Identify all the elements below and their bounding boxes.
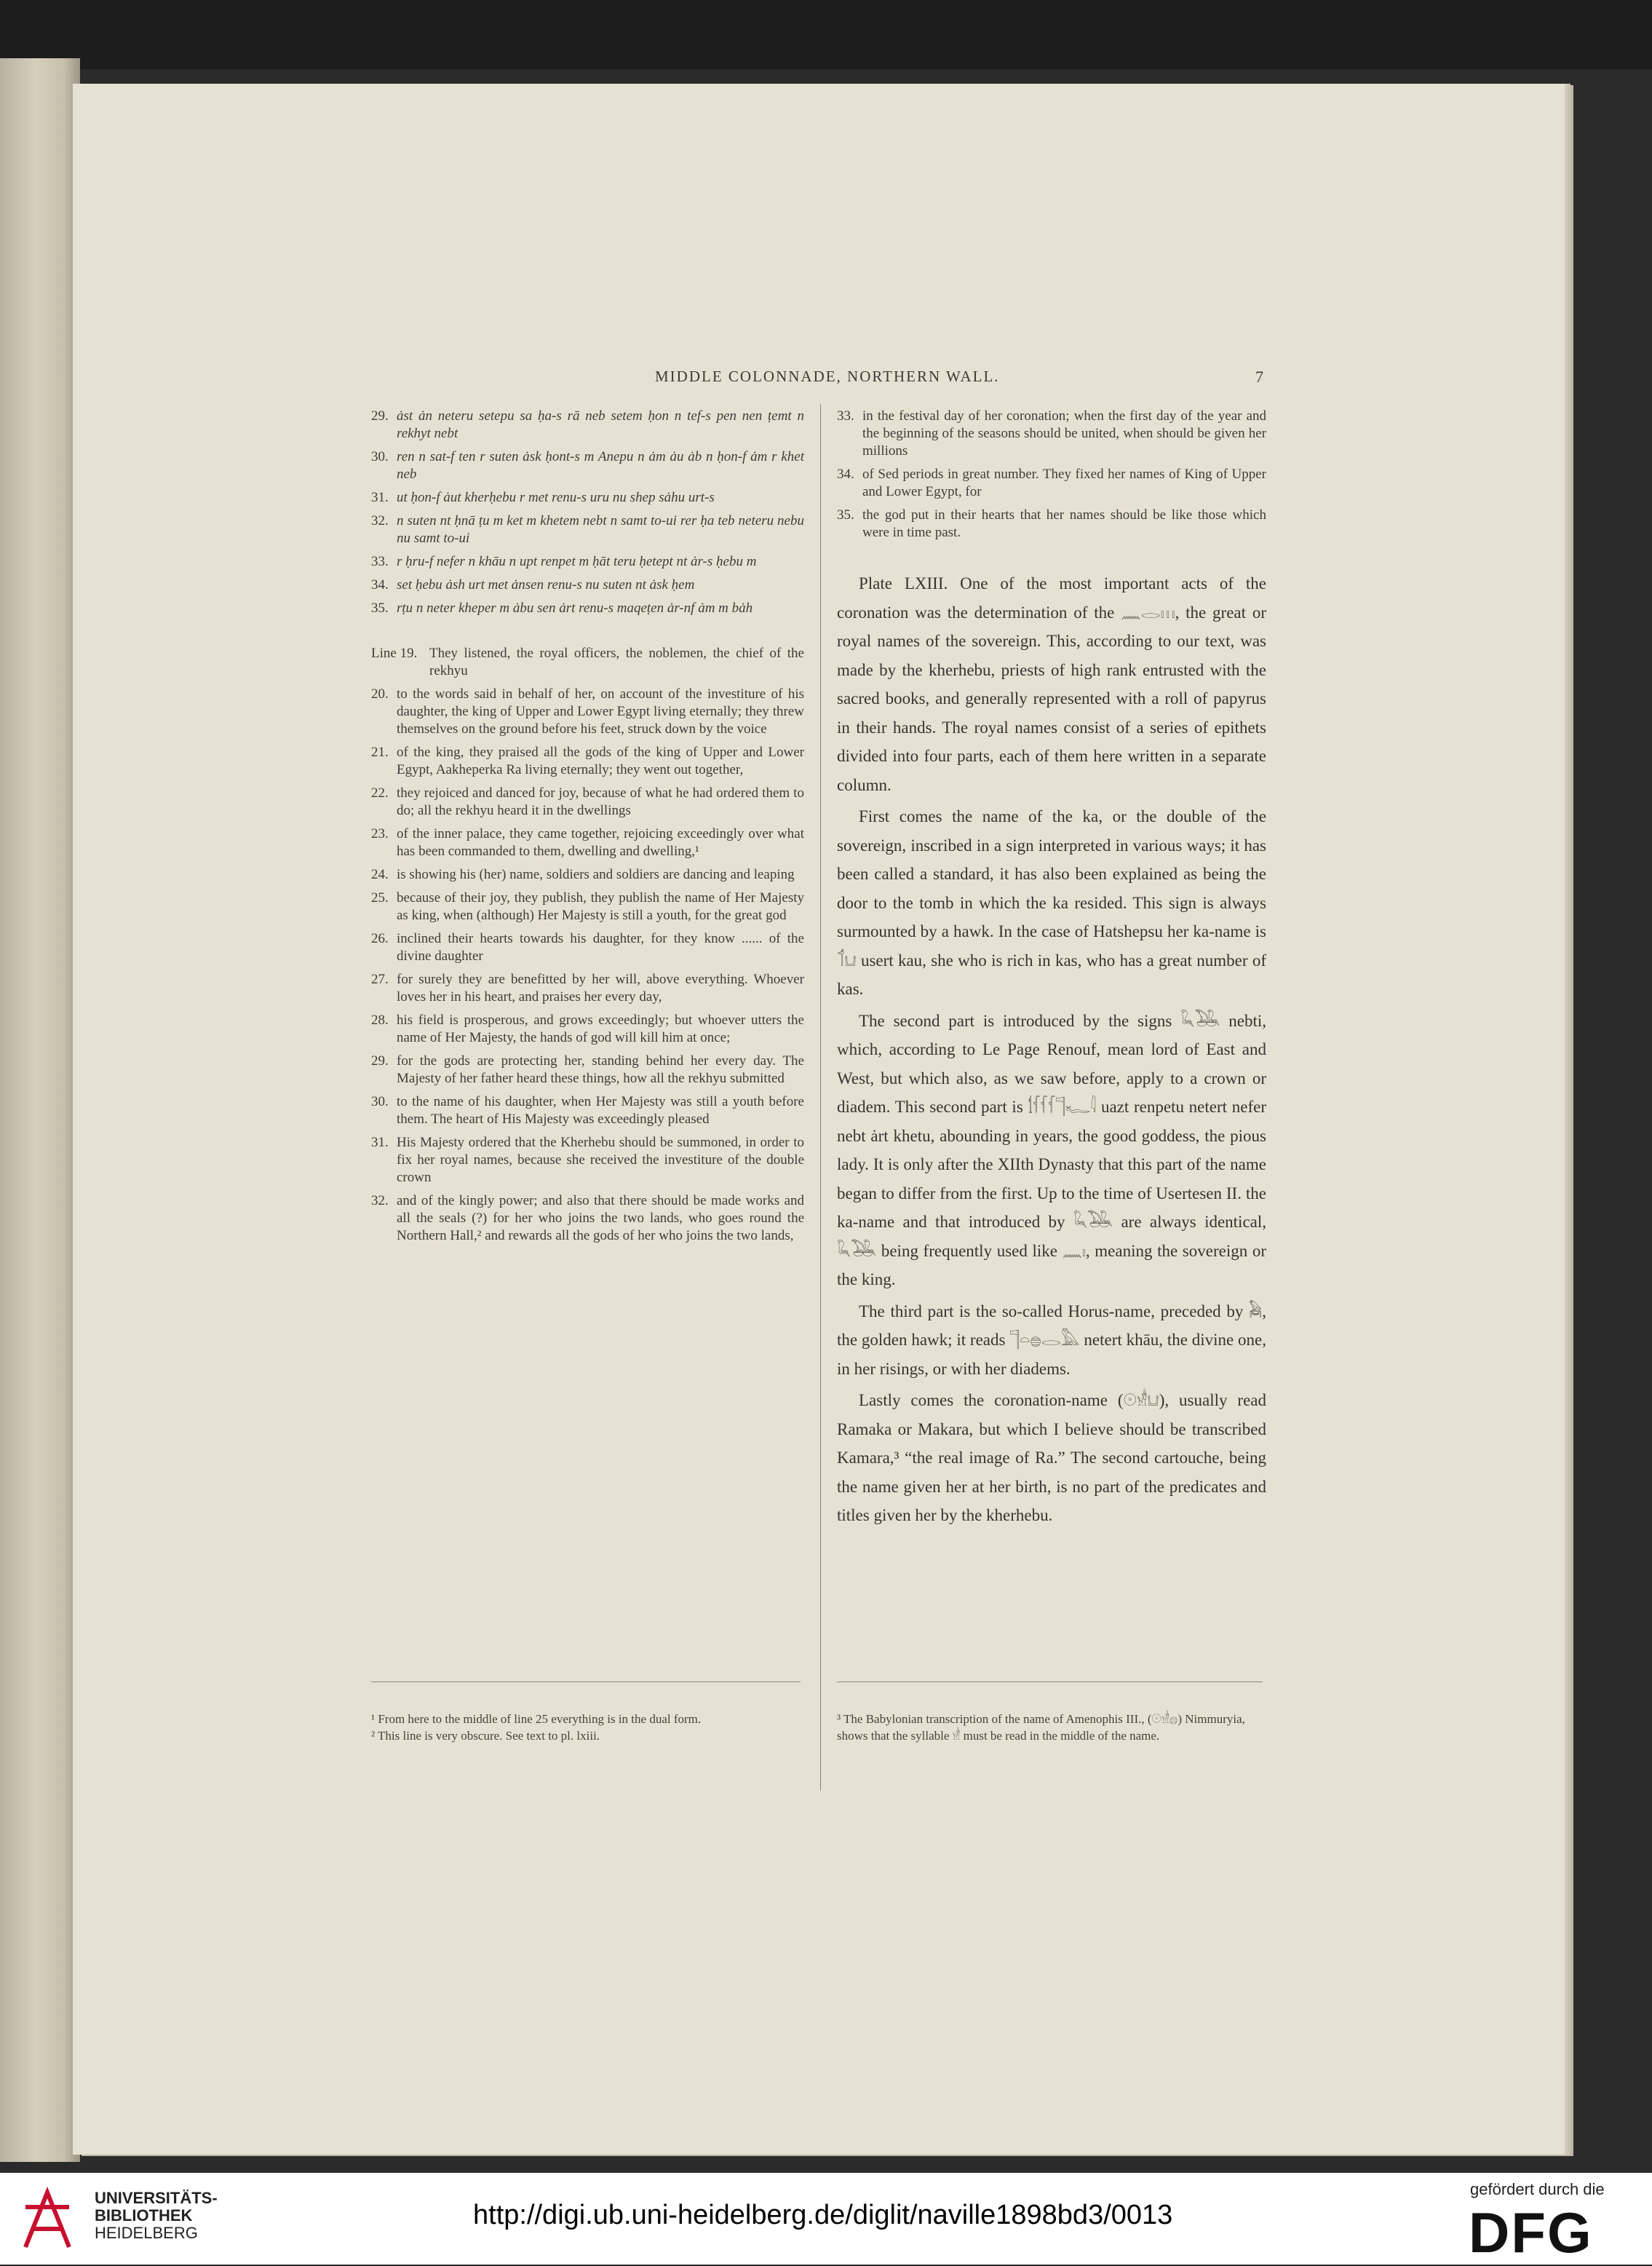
line-number: 30. <box>371 1094 389 1109</box>
translation-list <box>371 645 804 1245</box>
numbered-line <box>371 448 804 483</box>
line-number: 32. <box>371 513 389 528</box>
line-text: for the gods are protecting her, standing behind her every day. The Majesty of her father heard these things, how all the rekhyu submitted <box>397 1053 804 1086</box>
line-number: Line 19. <box>371 646 418 661</box>
line-number: 27. <box>371 972 389 987</box>
funder-caption: gefördert durch die <box>1470 2180 1605 2198</box>
numbered-line <box>371 1012 804 1047</box>
line-text: to the words said in behalf of her, on account of the investiture of his daughter, the king of Upper and Lower Egypt living eternally; they threw themselves on the ground before his feet, struck down by the voice <box>397 686 804 737</box>
line-number: 34. <box>371 577 389 593</box>
line-text: ȧst ȧn neteru setepu sa ḥa-s rā neb setem ḥon n tef-s pen nen ṭemt n rekhyt nebt <box>397 408 804 441</box>
line-text: they rejoiced and danced for joy, because of what he had ordered them to do; all the rekhyu heard it in the dwellings <box>397 785 804 818</box>
line-number: 29. <box>371 1053 389 1069</box>
numbered-line <box>371 785 804 820</box>
line-text: ut ḥon-f ȧut kherḥebu r met renu-s uru nu shep sȧhu urt-s <box>397 490 715 505</box>
numbered-line <box>371 825 804 860</box>
line-text: and of the kingly power; and also that there should be made works and all the seals (?) for her who joins the two lands, who goes round the Northern Hall,² and rewards all the gods of her who joins the two lands, <box>397 1193 804 1243</box>
scanner-background <box>0 0 1652 69</box>
line-number: 35. <box>837 507 854 523</box>
numbered-line <box>371 1053 804 1088</box>
numbered-line <box>371 512 804 547</box>
footnotes-right <box>837 1711 1266 1744</box>
line-text: His Majesty ordered that the Kherhebu should be summoned, in order to fix her royal names, because she received the investiture of the double crown <box>397 1135 804 1185</box>
line-text: for surely they are benefitted by her will, above everything. Whoever loves her in his heart, and praises her every day, <box>397 972 804 1005</box>
numbered-line <box>371 1134 804 1187</box>
numbered-line <box>837 466 1266 501</box>
numbered-line <box>371 553 804 571</box>
line-number: 22. <box>371 785 389 801</box>
line-number: 30. <box>371 449 389 464</box>
line-text: ren n sat-f ten r suten ȧsk ḥont-s m Anepu n ȧm ȧu ȧb n ḥon-f ȧm r khet neb <box>397 449 804 482</box>
source-url-link[interactable]: http://digi.ub.uni-heidelberg.de/diglit/naville1898bd3/0013 <box>473 2200 1173 2230</box>
numbered-line <box>371 489 804 507</box>
line-number: 33. <box>371 554 389 569</box>
line-text: of the inner palace, they came together, rejoicing exceedingly over what has been commanded to them, dwelling and dwelling,¹ <box>397 826 804 859</box>
line-text: of the king, they praised all the gods of the king of Upper and Lower Egypt, Aakheperka Ra living eternally; they went out together, <box>397 745 804 777</box>
numbered-line <box>371 744 804 779</box>
numbered-line <box>371 866 804 884</box>
line-number: 25. <box>371 890 389 906</box>
line-number: 20. <box>371 686 389 702</box>
footnote-2: ² This line is very obscure. See text to pl. lxiii. <box>371 1729 600 1743</box>
line-number: 33. <box>837 408 854 424</box>
line-number: 28. <box>371 1013 389 1028</box>
line-number: 35. <box>371 601 389 616</box>
line-number: 32. <box>371 1193 389 1208</box>
numbered-line <box>837 408 1266 460</box>
commentary-paragraph: The second part is introduced by the signs 𓆗𓅒 nebti, which, according to Le Page Renouf, mean lord of East and West, but which also, as we saw before, apply to a crown or diadem. This second part is 𓌀𓆳𓆳𓆳𓊹𓆑𓇋 uazt renpetu netert nefer nebt ȧrt khetu, abounding in years, the good goddess, the pious lady. It is only after the XIIth Dynasty that this part of the name began to differ from the first. Up to the time of Usertesen II. the ka-name and that introduced by 𓆗𓅒 are always identical, 𓆗𓅒 being frequently used like 𓈖𓏤, meaning the sovereign or the king. <box>837 1011 1266 1288</box>
left-column <box>371 408 804 1251</box>
numbered-line <box>371 600 804 617</box>
book-page <box>73 84 1565 2155</box>
footnote-rule-right <box>837 1681 1263 1682</box>
line-text: the god put in their hearts that her names should be like those which were in time past. <box>862 507 1266 540</box>
line-number: 23. <box>371 826 389 841</box>
transliteration-list <box>371 408 804 617</box>
line-number: 26. <box>371 931 389 946</box>
numbered-line <box>371 645 804 680</box>
footnote-1: ¹ From here to the middle of line 25 everything is in the dual form. <box>371 1712 702 1726</box>
line-number: 24. <box>371 867 389 882</box>
footnotes-left <box>371 1711 804 1744</box>
line-text: rṭu n neter kheper m ȧbu sen ȧrt renu-s maqeṭen ȧr-nf ȧm m bȧh <box>397 601 753 616</box>
line-number: 34. <box>837 467 854 482</box>
numbered-line <box>371 930 804 965</box>
line-number: 29. <box>371 408 389 424</box>
library-logo-text: UNIVERSITÄTS- BIBLIOTHEK HEIDELBERG <box>95 2189 218 2242</box>
commentary-paragraph: Lastly comes the coronation-name (𓇳𓁧𓂓), usually read Ramaka or Makara, but which I believe should be transcribed Kamara,³ “the real image of Ra.” The second cartouche, being the name given her at her birth, is no part of the predicates and titles given her by the kherhebu. <box>837 1391 1266 1524</box>
line-text: r ḥru-f nefer n khāu n upt renpet m ḥāt teru ḥetept nt ȧr-s ḥebu m <box>397 554 757 569</box>
line-text: in the festival day of her coronation; when the first day of the year and the beginning of the seasons should be united, when should be given her millions <box>862 408 1266 459</box>
line-text: of Sed periods in great number. They fixed her names of King of Upper and Lower Egypt, for <box>862 467 1266 499</box>
page-number: 7 <box>1255 368 1263 386</box>
book-spine-left-page <box>0 58 80 2162</box>
numbered-line <box>371 1093 804 1128</box>
line-number: 31. <box>371 490 389 505</box>
numbered-line <box>837 507 1266 542</box>
line-number: 31. <box>371 1135 389 1150</box>
line-text: because of their joy, they publish, they publish the name of Her Majesty as king, when (although) Her Majesty is still a youth, for the great god <box>397 890 804 923</box>
line-text: is showing his (her) name, soldiers and soldiers are dancing and leaping <box>397 867 795 882</box>
numbered-line <box>371 577 804 594</box>
numbered-line <box>371 971 804 1006</box>
translation-list-continued <box>837 408 1266 542</box>
commentary-paragraph: First comes the name of the ka, or the double of the sovereign, inscribed in a sign interpreted in various ways; it has been called a standard, it has also been explained as being the door to the tomb in which the ka resided. This sign is always surmounted by a hawk. In the case of Hatshepsu her ka-name is 𓄊𓂓 usert kau, she who is rich in kas, who has a great number of kas. <box>837 807 1266 998</box>
commentary <box>837 569 1266 1530</box>
numbered-line <box>371 408 804 443</box>
line-text: to the name of his daughter, when Her Majesty was still a youth before them. The heart of His Majesty was exceedingly pleased <box>397 1094 804 1127</box>
line-text: inclined their hearts towards his daughter, for they know ...... of the divine daughter <box>397 931 804 964</box>
right-column <box>837 408 1266 1533</box>
footnote-3: ³ The Babylonian transcription of the name of Amenophis III., (𓇳𓁧𓐍) Nimmuryia, shows that the syllable 𓁧 must be read in the middle of the name. <box>837 1712 1245 1743</box>
line-number: 21. <box>371 745 389 760</box>
numbered-line <box>371 890 804 924</box>
dfg-logo: DFG <box>1469 2200 1593 2265</box>
numbered-line <box>371 686 804 738</box>
running-head: MIDDLE COLONNADE, NORTHERN WALL. <box>655 368 1000 385</box>
commentary-paragraph: The third part is the so-called Horus-name, preceded by 𓅉, the golden hawk; it reads 𓊹𓏏𓐍𓂋𓅓 netert khāu, the divine one, in her risings, or with her diadems. <box>837 1302 1266 1378</box>
library-logo-icon <box>18 2178 76 2258</box>
line-text: set ḥebu ȧsh urt met ȧnsen renu-s nu suten nt ȧsk ḥem <box>397 577 695 593</box>
line-text: n suten nt ḥnā ṭu m ket m khetem nebt n samt to-ui rer ḥa teb neteru nebu nu samt to-ui <box>397 513 804 546</box>
line-text: his field is prosperous, and grows exceedingly; but whoever utters the name of Her Majesty, the hands of god will kill him at once; <box>397 1013 804 1045</box>
column-divider <box>820 404 821 1791</box>
line-text: They listened, the royal officers, the noblemen, the chief of the rekhyu <box>429 646 804 678</box>
numbered-line <box>371 1192 804 1245</box>
footnote-rule-left <box>371 1681 801 1682</box>
commentary-paragraph: Plate LXIII. One of the most important acts of the coronation was the determination of the 𓈖𓂋𓏥, the great or royal names of the sovereign. This, according to our text, was made by the kherhebu, priests of high rank entrusted with the sacred books, and generally represented with a roll of papyrus in their hands. The royal names consist of a series of epithets divided into four parts, each of them here written in a separate column. <box>837 574 1266 794</box>
